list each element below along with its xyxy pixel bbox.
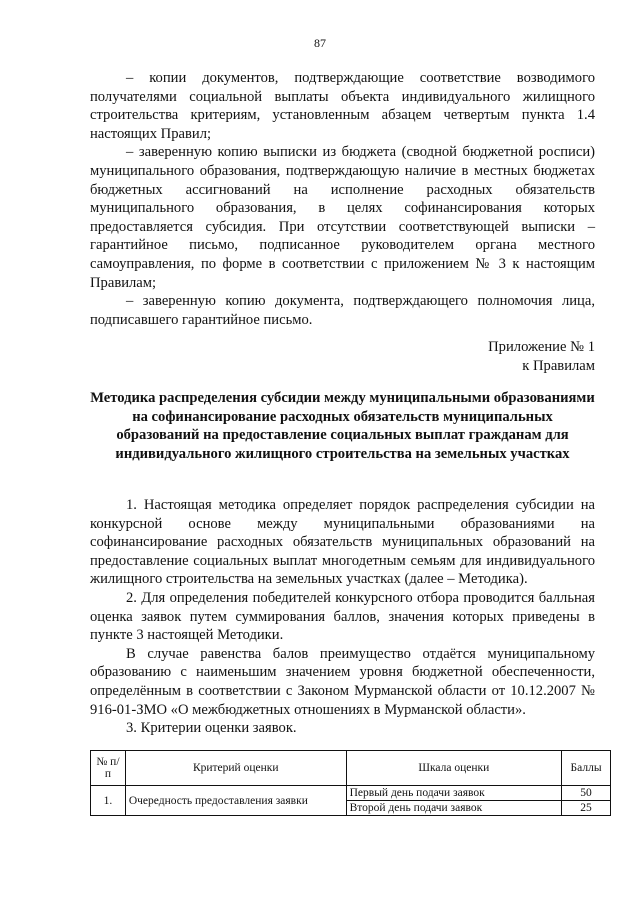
appendix-line-2: к Правилам bbox=[522, 357, 595, 374]
requirements-list bbox=[90, 69, 595, 329]
criteria-table bbox=[90, 750, 611, 816]
table-row bbox=[91, 786, 611, 801]
paragraph: 2. Для определения победителей конкурсного отбора проводится балльная оценка заявок путем суммирования баллов, значения которых приведены в пункте 3 настоящей Методики. bbox=[90, 589, 595, 644]
appendix-line-1: Приложение № 1 bbox=[488, 339, 595, 355]
document-title: Методика распределения субсидии между муниципальными образованиями на софинансирование расходных обязательств муниципальных образований на предоставление социальных выплат гражданам для индивидуального жилищного строительства на земельных участках bbox=[90, 390, 595, 462]
paragraph: 1. Настоящая методика определяет порядок распределения субсидии на конкурсной основе между муниципальными образованиями на софинансирование расходных обязательств муниципальных образований на предоставление социальных выплат многодетным семьям для индивидуального жилищного строительства на земельных участках (далее – Методика). bbox=[90, 497, 595, 588]
cell-scale: Второй день подачи заявок bbox=[346, 801, 561, 816]
page-number: 87 bbox=[314, 36, 326, 50]
paragraph: 3. Критерии оценки заявок. bbox=[126, 720, 297, 737]
header-num: № п/п bbox=[91, 751, 126, 786]
table-header-row bbox=[91, 751, 611, 786]
appendix-caption bbox=[380, 338, 595, 375]
methodology-body bbox=[90, 496, 595, 738]
cell-scale: Первый день подачи заявок bbox=[346, 786, 561, 801]
header-criterion: Критерий оценки bbox=[125, 751, 346, 786]
cell-criterion: Очередность предоставления заявки bbox=[125, 786, 346, 816]
cell-num: 1. bbox=[91, 786, 126, 816]
list-item: – заверенную копию документа, подтверждающего полномочия лица, подписавшего гарантийное письмо. bbox=[90, 293, 595, 328]
cell-points: 25 bbox=[562, 801, 611, 816]
header-points: Баллы bbox=[562, 751, 611, 786]
cell-points: 50 bbox=[562, 786, 611, 801]
list-item: – заверенную копию выписки из бюджета (сводной бюджетной росписи) муниципального образования, подтверждающую наличие в местных бюджетах бюджетных ассигнований на исполнение расходных обязательств муниципального образования, в целях софинансирования которых предоставляется субсидия. При отсутствии соответствующей выписки – гарантийное письмо, подписанное руководителем органа местного самоуправления, по форме в соответствии с приложением № 3 к настоящим Правилам; bbox=[90, 144, 595, 291]
header-scale: Шкала оценки bbox=[346, 751, 561, 786]
list-item: – копии документов, подтверждающие соответствие возводимого получателями социальной выплаты объекта индивидуального жилищного строительства критериям, установленным абзацем четвертым пункта 1.4 настоящих Правил; bbox=[90, 70, 595, 142]
paragraph: В случае равенства балов преимущество отдаётся муниципальному образованию с наименьшим значением уровня бюджетной обеспеченности, определённым в соответствии с Законом Мурманской области от 10.12.2007 № 916-01-ЗМО «О межбюджетных отношениях в Мурманской области». bbox=[90, 645, 595, 718]
